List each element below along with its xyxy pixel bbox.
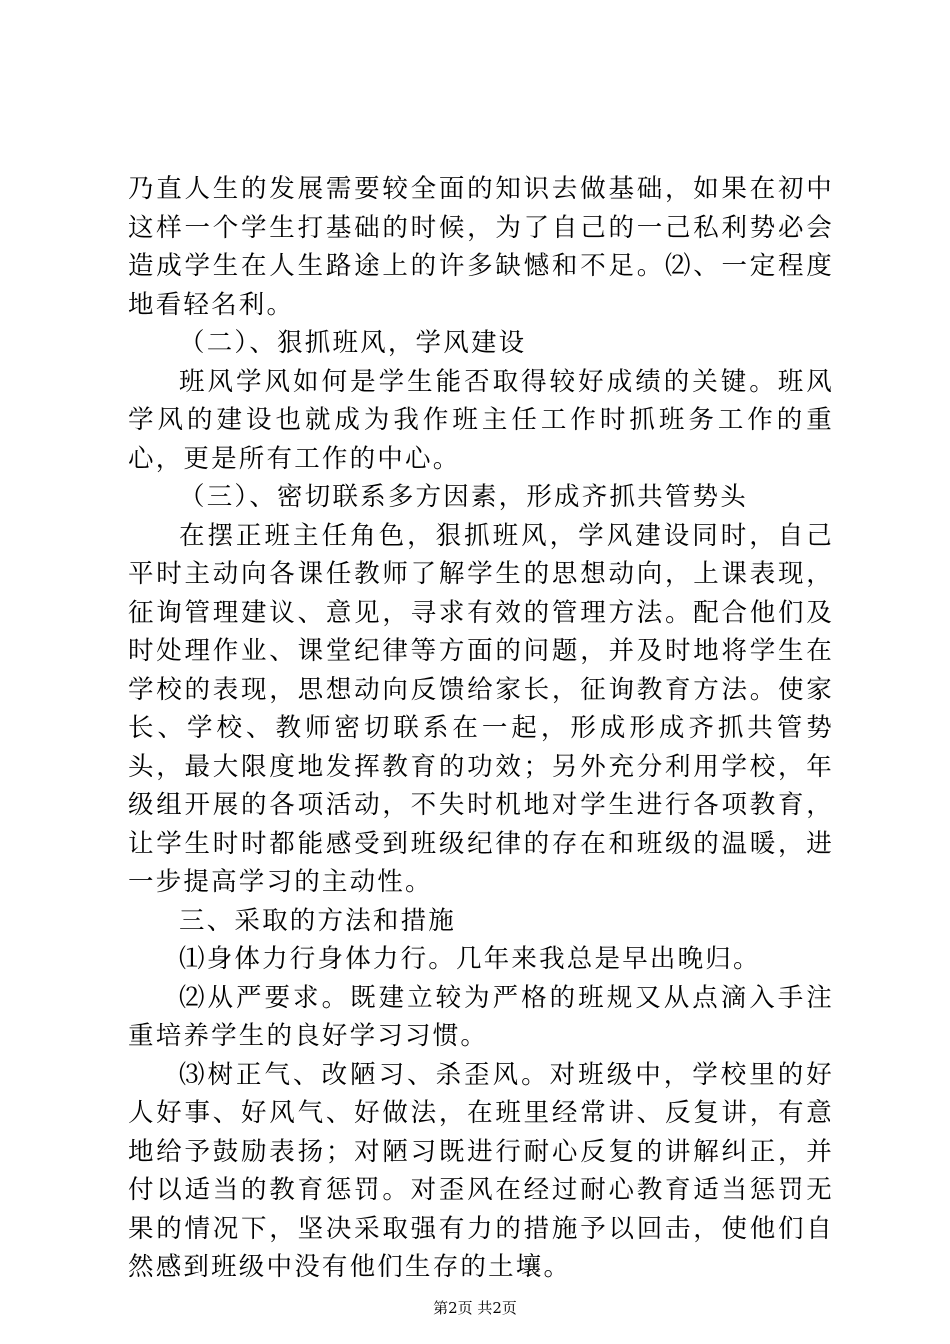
list-item-3: ⑶树正气、改陋习、杀歪风。对班级中，学校里的好人好事、好风气、好做法，在班里经常讲、反复讲，有意地给予鼓励表扬；对陋习既进行耐心反复的讲解纠正，并付以适当的教育惩罚。对歪风在经过耐心教育适当惩罚无果的情况下，坚决采取强有力的措施予以回击，使他们自然感到班级中没有他们生存的土壤。: [128, 1059, 834, 1282]
page-number-footer: 第2页 共2页: [433, 1299, 517, 1317]
paragraph-continuation: 乃直人生的发展需要较全面的知识去做基础，如果在初中这样一个学生打基础的时候，为了自己的一己私利势必会造成学生在人生路途上的许多缺憾和不足。⑵、一定程度地看轻名利。: [128, 174, 834, 320]
heading-methods: 三、采取的方法和措施: [179, 905, 457, 936]
list-item-1: ⑴身体力行身体力行。几年来我总是早出晚归。: [179, 944, 761, 974]
document-body: [128, 170, 834, 1287]
heading-cooperation: （三）、密切联系多方因素，形成齐抓共管势头: [179, 482, 748, 512]
heading-class-style: （二）、狠抓班风，学风建设: [179, 328, 527, 358]
paragraph-class-style: 班风学风如何是学生能否取得较好成绩的关键。班风学风的建设也就成为我作班主任工作时抓班务工作的重心，更是所有工作的中心。: [128, 366, 834, 474]
list-item-2: ⑵从严要求。既建立较为严格的班规又从点滴入手注重培养学生的良好学习习惯。: [128, 982, 834, 1051]
paragraph-cooperation: 在摆正班主任角色，狠抓班风，学风建设同时，自己平时主动向各课任教师了解学生的思想动向，上课表现，征询管理建议、意见，寻求有效的管理方法。配合他们及时处理作业、课堂纪律等方面的问题，并及时地将学生在学校的表现，思想动向反馈给家长，征询教育方法。使家长、学校、教师密切联系在一起，形成形成齐抓共管势头，最大限度地发挥教育的功效；另外充分利用学校，年级组开展的各项活动，不失时机地对学生进行各项教育，让学生时时都能感受到班级纪律的存在和班级的温暖，进一步提高学习的主动性。: [128, 520, 834, 897]
